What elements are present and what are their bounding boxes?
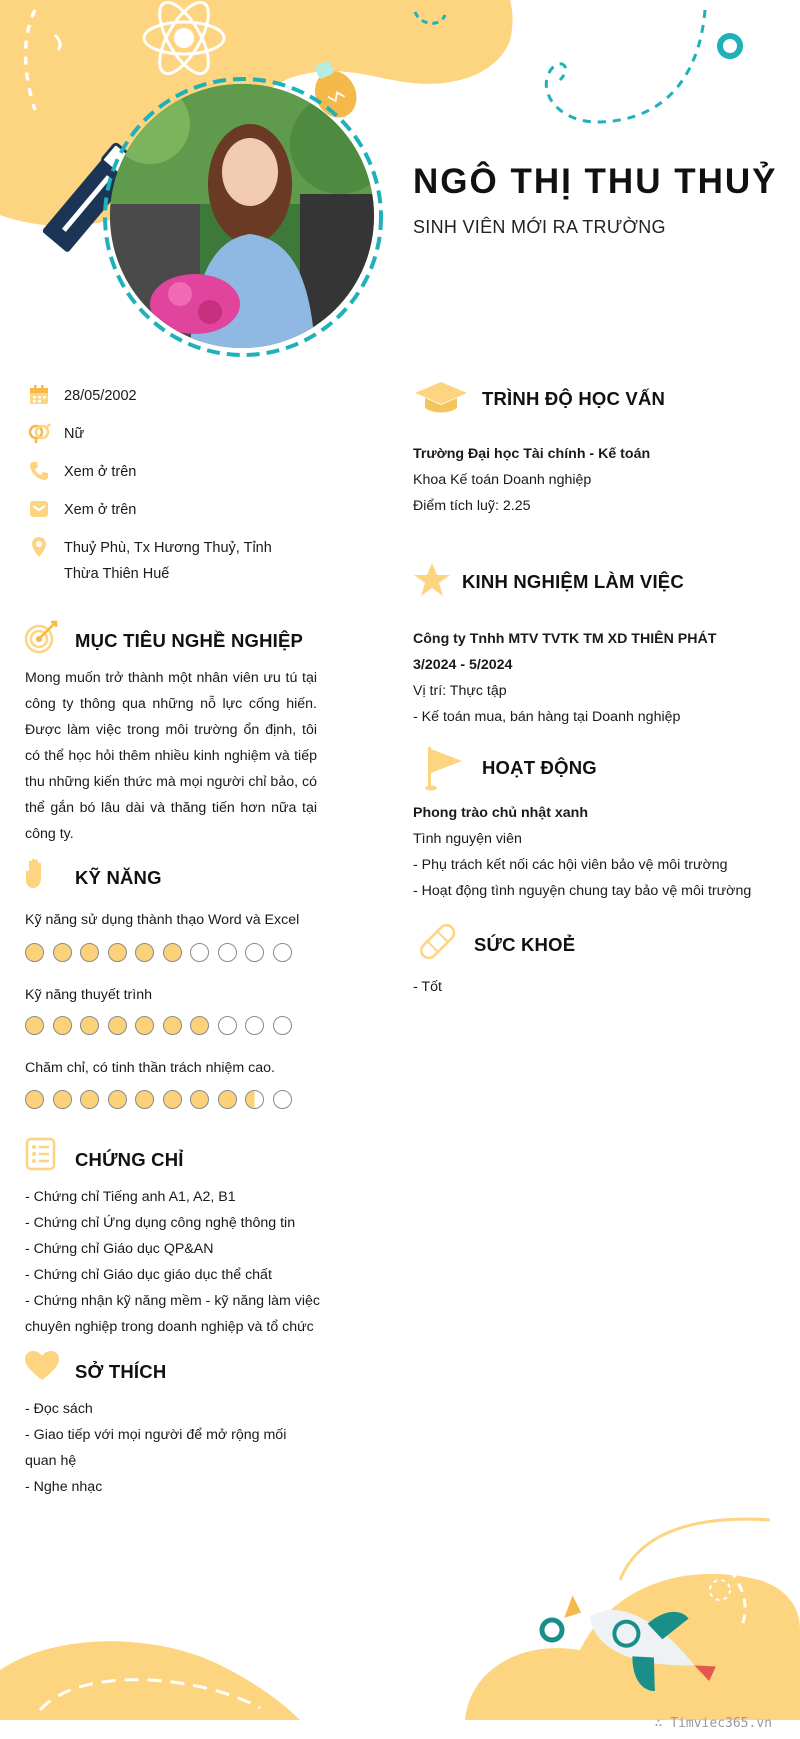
- contact-address: [26, 535, 309, 587]
- certificate-item: - Chứng chỉ Tiếng anh A1, A2, B1: [25, 1189, 236, 1205]
- hobby-item: - Giao tiếp với mọi người để mở rộng mối quan hệ: [25, 1427, 287, 1469]
- certificate-item: - Chứng chỉ Giáo dục giáo dục thể chất: [25, 1267, 272, 1283]
- checklist-icon: [25, 1137, 57, 1171]
- rating-dot: [163, 943, 182, 962]
- activities-heading: HOẠT ĐỘNG: [482, 757, 597, 778]
- contact-birthday: [26, 383, 309, 409]
- rating-dot: [190, 1016, 209, 1035]
- rating-dot: [108, 943, 127, 962]
- footer-decoration: [0, 1500, 800, 1739]
- graduation-cap-icon: [413, 380, 469, 416]
- rating-dot: [53, 1090, 72, 1109]
- rating-dot: [245, 1090, 264, 1109]
- atom-icon: [140, 0, 230, 80]
- rating-dot: [53, 943, 72, 962]
- rating-dot: [80, 943, 99, 962]
- skill-label: Chăm chỉ, có tinh thần trách nhiệm cao.: [25, 1060, 275, 1076]
- activity-name: Phong trào chủ nhật xanh: [413, 805, 588, 821]
- contact-phone: [26, 459, 309, 485]
- experience-details: [413, 626, 783, 730]
- skill-label: Kỹ năng thuyết trình: [25, 987, 152, 1003]
- phone-icon: [29, 461, 49, 481]
- skill-rating: [25, 1016, 292, 1035]
- certificates-list: [25, 1184, 320, 1340]
- target-icon: [24, 620, 58, 654]
- education-details: [413, 441, 783, 519]
- education-heading: TRÌNH ĐỘ HỌC VẤN: [482, 388, 666, 409]
- contact-text: Nữ: [64, 426, 85, 442]
- contact-email: [26, 497, 309, 523]
- experience-heading: KINH NGHIỆM LÀM VIỆC: [462, 571, 684, 592]
- health-heading: SỨC KHOẺ: [474, 934, 576, 955]
- contact-text: Thuỷ Phù, Tx Hương Thuỷ, Tỉnh Thừa Thiên Huế: [64, 540, 272, 582]
- contact-text: 28/05/2002: [64, 388, 137, 404]
- heart-icon: [24, 1350, 60, 1382]
- rating-dot: [273, 1090, 292, 1109]
- candidate-title: SINH VIÊN MỚI RA TRƯỜNG: [413, 217, 666, 237]
- experience-duty: - Kế toán mua, bán hàng tại Doanh nghiệp: [413, 709, 681, 725]
- hobby-item: - Nghe nhạc: [25, 1479, 103, 1495]
- watermark: ∴ Timviec365.vn: [654, 1716, 772, 1731]
- rating-dot: [218, 1090, 237, 1109]
- rating-dot: [53, 1016, 72, 1035]
- certificates-heading: CHỨNG CHỈ: [75, 1149, 184, 1170]
- rating-dot: [245, 943, 264, 962]
- contact-text: Xem ở trên: [64, 502, 137, 518]
- hobbies-heading: SỞ THÍCH: [75, 1361, 167, 1382]
- skills-heading: KỸ NĂNG: [75, 867, 162, 888]
- hand-icon: [24, 858, 48, 890]
- skill-rating: [25, 943, 292, 962]
- rating-dot: [135, 1016, 154, 1035]
- skill-label: Kỹ năng sử dụng thành thạo Word và Excel: [25, 912, 300, 928]
- health-text: - Tốt: [413, 979, 442, 995]
- experience-position: Vị trí: Thực tập: [413, 683, 507, 699]
- education-faculty: Khoa Kế toán Doanh nghiệp: [413, 472, 592, 488]
- rating-dot: [190, 1090, 209, 1109]
- rating-dot: [25, 943, 44, 962]
- rating-dot: [163, 1016, 182, 1035]
- contact-gender: [26, 421, 309, 447]
- rating-dot: [273, 1016, 292, 1035]
- star-icon: [413, 562, 451, 598]
- activities-details: [413, 800, 793, 904]
- skill-rating: [25, 1090, 292, 1109]
- rating-dot: [108, 1090, 127, 1109]
- flag-icon: [425, 745, 465, 791]
- certificate-item: - Chứng nhận kỹ năng mềm - kỹ năng làm việc chuyên nghiệp trong doanh nghiệp và tổ chức: [25, 1293, 320, 1335]
- profile-photo: [110, 84, 374, 348]
- rating-dot: [245, 1016, 264, 1035]
- rating-dot: [135, 1090, 154, 1109]
- hobbies-list: [25, 1396, 320, 1500]
- certificate-item: - Chứng chỉ Ứng dụng công nghệ thông tin: [25, 1215, 296, 1231]
- rating-dot: [108, 1016, 127, 1035]
- hobby-item: - Đọc sách: [25, 1401, 93, 1417]
- education-gpa: Điểm tích luỹ: 2.25: [413, 498, 531, 514]
- rating-dot: [25, 1090, 44, 1109]
- gender-icon: [27, 422, 51, 444]
- location-icon: [31, 536, 47, 558]
- rating-dot: [273, 943, 292, 962]
- rating-dot: [218, 943, 237, 962]
- rating-dot: [80, 1090, 99, 1109]
- rating-dot: [25, 1016, 44, 1035]
- rating-dot: [163, 1090, 182, 1109]
- certificate-item: - Chứng chỉ Giáo dục QP&AN: [25, 1241, 214, 1257]
- contact-text: Xem ở trên: [64, 464, 137, 480]
- activity-item: - Phụ trách kết nối các hội viên bảo vệ môi trường: [413, 857, 728, 873]
- rating-dot: [135, 943, 154, 962]
- activity-role: Tình nguyện viên: [413, 831, 522, 847]
- bandage-icon: [416, 920, 460, 964]
- education-school: Trường Đại học Tài chính - Kế toán: [413, 446, 651, 462]
- email-icon: [29, 500, 49, 518]
- rating-dot: [218, 1016, 237, 1035]
- rating-dot: [190, 943, 209, 962]
- experience-period: 3/2024 - 5/2024: [413, 657, 513, 673]
- rating-dot: [80, 1016, 99, 1035]
- objective-text: Mong muốn trở thành một nhân viên ưu tú tại công ty thông qua những nỗ lực cống hiến. Được làm việc trong môi trường ổn định, tôi có thể học hỏi thêm nhiều kinh nghiệm và tiếp thu những kiến thức mà mọi người chỉ bảo, có thể gắn bó lâu dài và thăng tiến hơn nữa tại công ty.: [25, 670, 317, 842]
- candidate-name: NGÔ THỊ THU THUỶ: [413, 162, 778, 201]
- objective-heading: MỤC TIÊU NGHỀ NGHIỆP: [75, 630, 304, 651]
- calendar-icon: [28, 385, 50, 405]
- experience-company: Công ty Tnhh MTV TVTK TM XD THIÊN PHÁT: [413, 631, 717, 647]
- activity-item: - Hoạt động tình nguyện chung tay bảo vệ môi trường: [413, 883, 752, 899]
